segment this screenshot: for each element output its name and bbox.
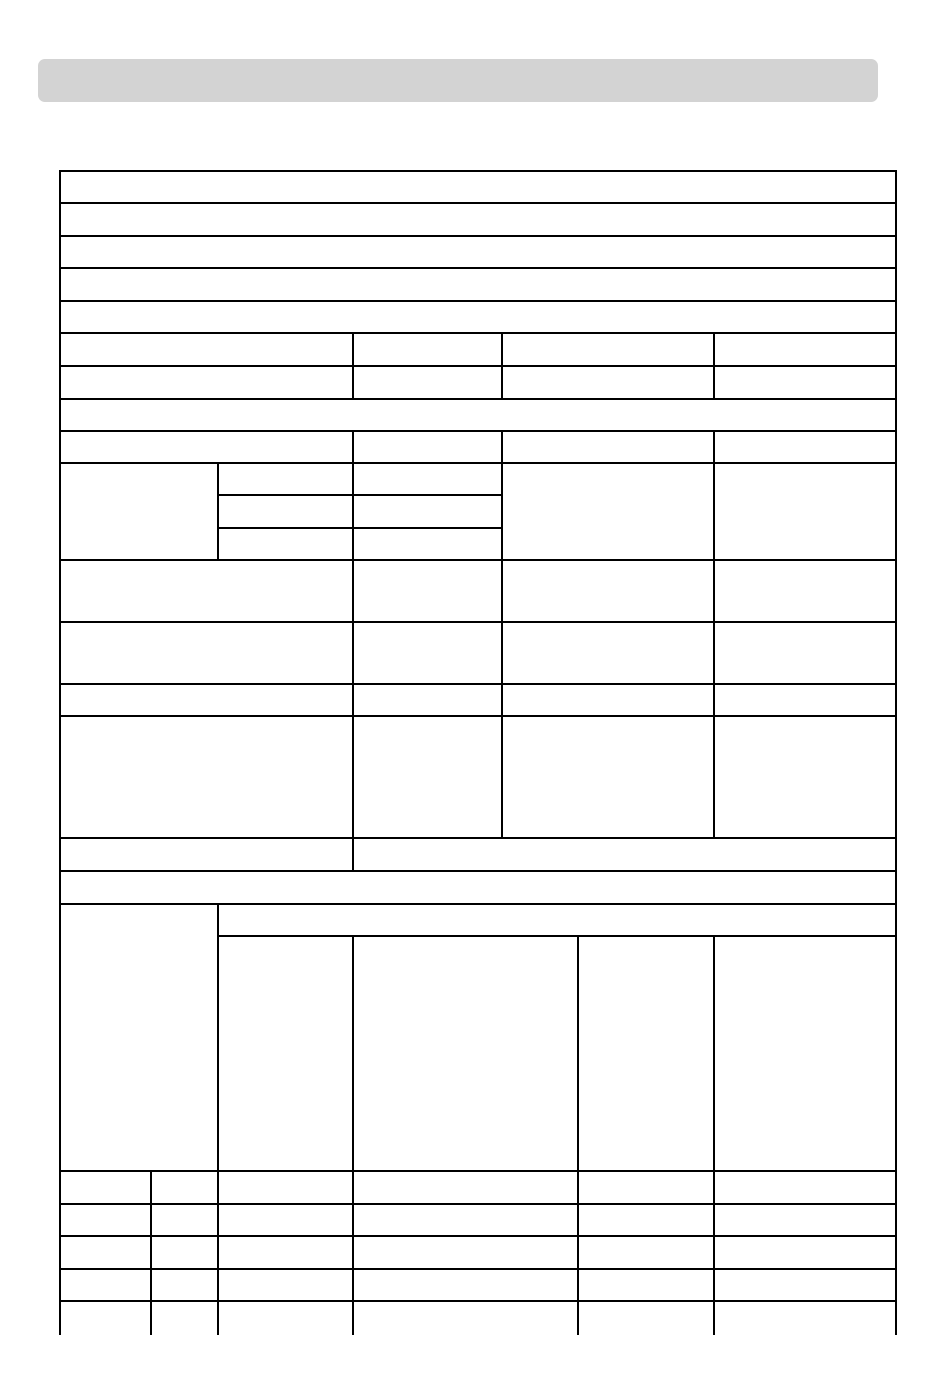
header-title: [38, 59, 878, 79]
header-bar: [38, 59, 878, 102]
